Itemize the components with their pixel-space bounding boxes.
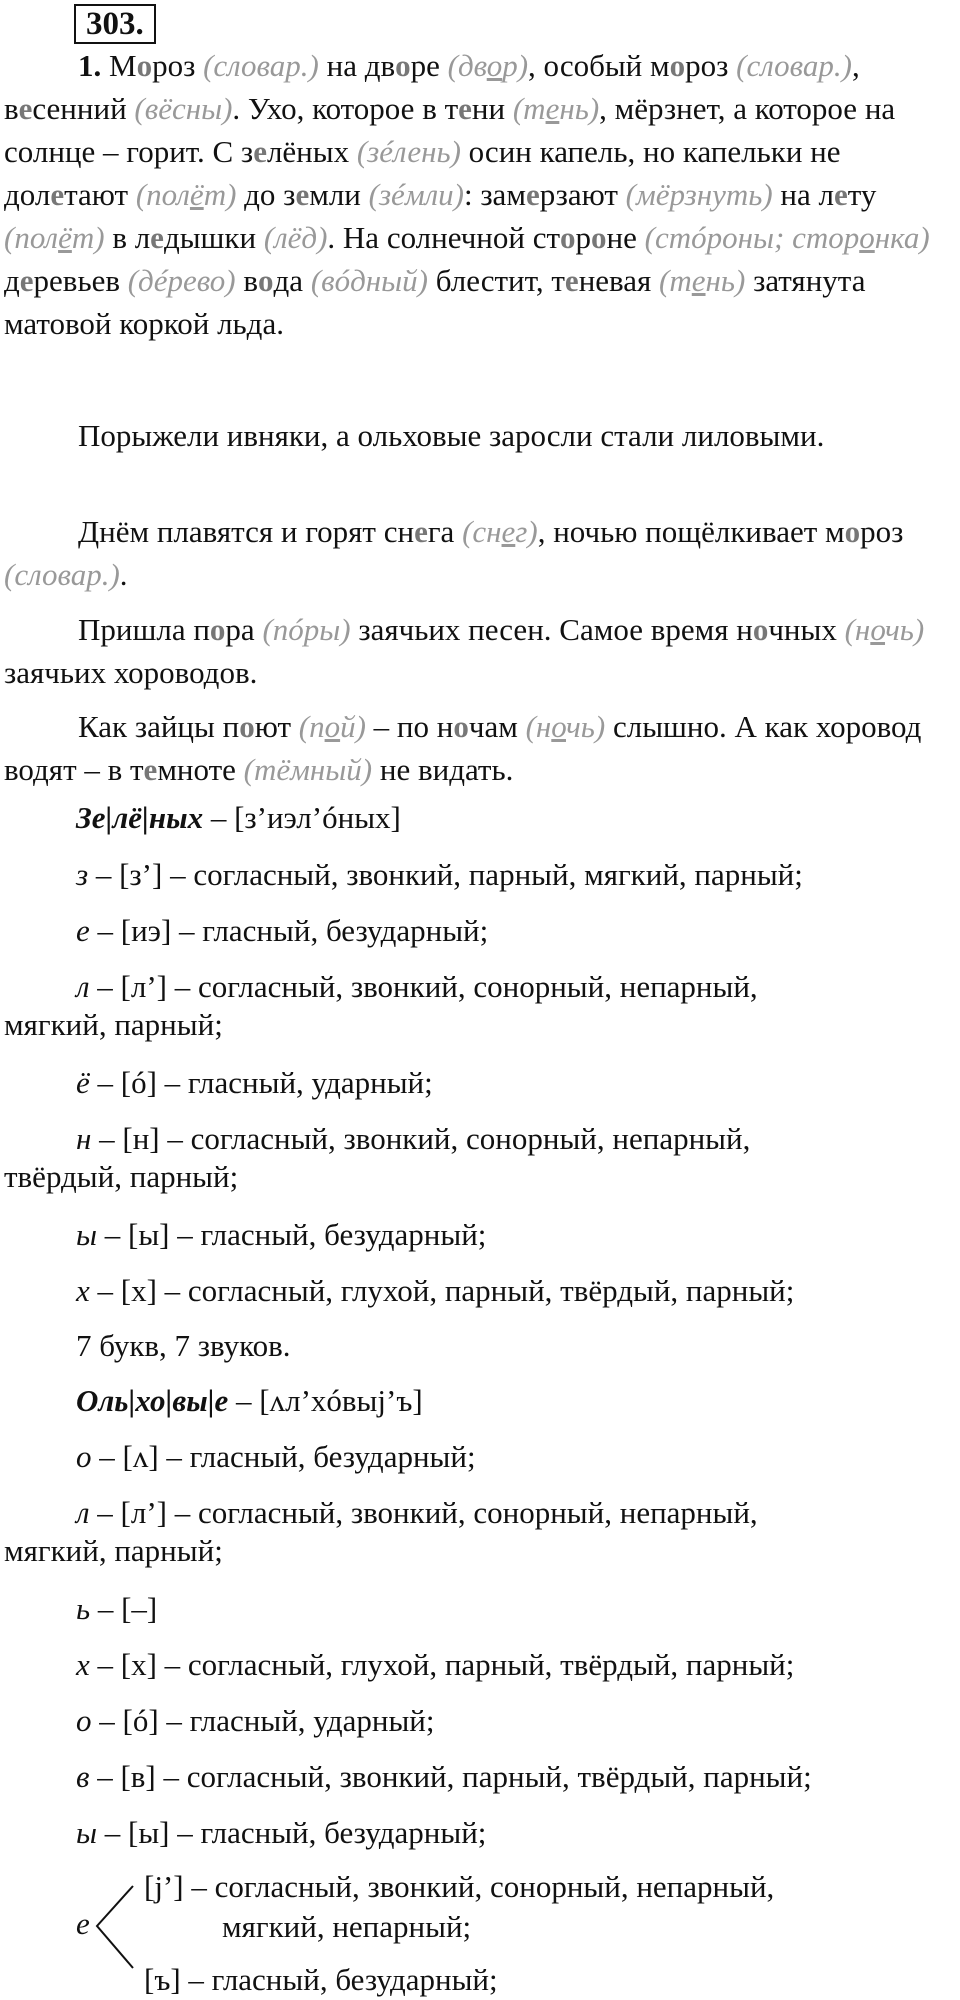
branch-bracket-icon <box>93 1882 137 1974</box>
analysis-row: в – [в] – согласный, звонкий, парный, твёрдый, парный; <box>76 1759 812 1794</box>
analysis-row: о – [ó] – гласный, ударный; <box>76 1703 435 1738</box>
analysis-row: л – [л’] – согласный, звонкий, сонорный, непарный, <box>76 1495 758 1530</box>
analysis-row: ы – [ы] – гласный, безударный; <box>76 1815 487 1850</box>
analysis-row: твёрдый, парный; <box>4 1159 239 1194</box>
analysis-row: н – [н] – согласный, звонкий, сонорный, непарный, <box>76 1121 751 1156</box>
exercise-number: 303. <box>74 4 156 44</box>
analysis-row: о – [ʌ] – гласный, безударный; <box>76 1439 476 1474</box>
paragraph-4: Пришла пора (пóры) заячьих песен. Самое время ночных (ночь) заячьих хороводов. <box>4 612 925 690</box>
analysis-row: мягкий, парный; <box>4 1533 223 1568</box>
analysis-row: х – [х] – согласный, глухой, парный, твёрдый, парный; <box>76 1647 795 1682</box>
item-number: 1. <box>78 48 102 83</box>
analysis-row: х – [х] – согласный, глухой, парный, твёрдый, парный; <box>76 1273 795 1308</box>
analysis-row: ё – [ó] – гласный, ударный; <box>76 1065 433 1100</box>
e-sound-line-2: мягкий, непарный; <box>222 1909 472 1944</box>
e-letter: е <box>76 1906 90 1941</box>
analysis-row: ь – [–] <box>76 1591 158 1626</box>
e-sound-line-3: [ъ] – гласный, безударный; <box>144 1962 498 1997</box>
e-sound-line-1: [j’] – согласный, звонкий, сонорный, непарный, <box>144 1869 775 1904</box>
paragraph-5: Как зайцы поют (пой) – по ночам (ночь) слышно. А как хоровод водят – в темноте (тёмный) не видать. <box>4 709 922 787</box>
analysis-row: мягкий, парный; <box>4 1007 223 1042</box>
paragraph-1: 1. Мороз (словар.) на дворе (двор), особый мороз (словар.), весенний (вёсны). Ухо, которое в тени (тень), мёрзнет, а которое на солнце – горит. С зелёных (зéлень) осин капель, но капельки не долетают (полёт) до земли (зéмли): замерзают (мёрзнуть) на лету (полёт) в ледышки (лёд). На солнечной стороне (стóроны; сторонка) деревьев (дéрево) вода (вóдный) блестит, теневая (тень) затянута матовой коркой льда. <box>4 48 930 341</box>
analysis-heading-1: Зе|лё|ных – [з’иэл’óных] <box>76 800 401 835</box>
analysis-row: з – [з’] – согласный, звонкий, парный, мягкий, парный; <box>76 857 803 892</box>
letter-sound-count: 7 букв, 7 звуков. <box>76 1328 291 1363</box>
analysis-heading-2: Оль|хо|вы|е – [ʌл’хóвыj’ъ] <box>76 1383 423 1418</box>
analysis-row: л – [л’] – согласный, звонкий, сонорный, непарный, <box>76 969 758 1004</box>
analysis-row: е – [иэ] – гласный, безударный; <box>76 913 489 948</box>
paragraph-2: Порыжели ивняки, а ольховые заросли стали лиловыми. <box>78 418 825 453</box>
analysis-row: ы – [ы] – гласный, безударный; <box>76 1217 487 1252</box>
paragraph-3: Днём плавятся и горят снега (снег), ночью пощёлкивает мороз (словар.). <box>4 514 904 592</box>
